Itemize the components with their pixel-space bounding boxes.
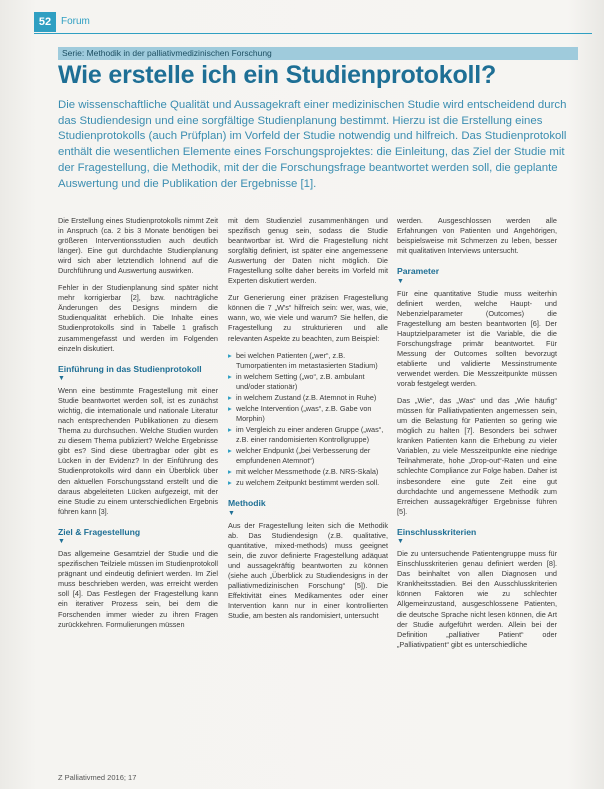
- paragraph: Die Erstellung eines Studienprotokolls nimmt Zeit in Anspruch (ca. 2 bis 3 Monate benötigen bei größeren Interventionsstudien auch deutlich länger). Eine gut durchdachte Studienplanung wird sich aber letztendlich lohnend auf die Durchführung und Auswertung auswirken.: [58, 216, 218, 276]
- header-rule: [34, 33, 592, 34]
- list-item: ▸ in welchem Setting („wo“, z.B. ambulant und/oder stationär): [228, 372, 388, 392]
- article-title: Wie erstelle ich ein Studienprotokoll?: [58, 61, 497, 89]
- paragraph: mit dem Studienziel zusammenhängen und spezifisch genug sein, sodass die Studie beantwortbar ist. Wird die Fragestellung nicht sorgfältig definiert, ist später eine angemessene Auswertung der Daten nicht möglich. Die Fragestellung sollte daher bereits im Vorfeld mit Experten diskutiert werden.: [228, 216, 388, 286]
- section-heading: Parameter: [397, 266, 440, 277]
- section-heading: Einführung in das Studienprotokoll: [58, 363, 202, 374]
- paragraph: werden. Ausgeschlossen werden alle Erfahrungen von Patienten und Angehörigen, beispielsweise mit Schmerzen zu leben, besser mit qualitativen Interviews untersucht.: [397, 216, 557, 256]
- heading-marker-icon: ▼: [58, 538, 65, 546]
- text-column-2: [228, 216, 388, 628]
- list-item: ▸ mit welcher Messmethode (z.B. NRS-Skala): [228, 467, 388, 477]
- text-column-1: [58, 216, 218, 637]
- paragraph: Zur Generierung einer präzisen Fragestellung können die 7 „W's“ hilfreich sein: wer, was, wie, wann, wo, wie viele und warum? Sie helfen, die Fragestellung zu strukturieren und alle relevanten Aspekte zu beachten, zum Beispiel:: [228, 293, 388, 343]
- bullet-list: [228, 351, 388, 489]
- paragraph: Aus der Fragestellung leiten sich die Methodik ab. Das Studiendesign (z.B. qualitative, quantitative, mixed-methods) muss geeignet sein, die zuvor definierte Fragestellung adäquat und aussagekräftig beantworten zu können (siehe auch „Überblick zu Studiendesigns in der palliativmedizinischen Forschung“ [5]). Die Effektivität eines Medikamentes oder einer Intervention kann nur in einer kontrollierten Studie, am besten als randomisiert, untersucht: [228, 520, 388, 621]
- section-heading: Methodik: [228, 498, 266, 509]
- heading-marker-icon: ▼: [228, 509, 235, 517]
- series-banner: Serie: Methodik in der palliativmedizinischen Forschung: [58, 47, 578, 60]
- section-rubric: Forum: [61, 16, 90, 27]
- page-number: 52: [34, 12, 56, 32]
- list-item: ▸ in welchem Zustand (z.B. Atemnot in Ruhe): [228, 393, 388, 403]
- list-item: ▸ zu welchem Zeitpunkt bestimmt werden soll.: [228, 478, 388, 488]
- heading-marker-icon: ▼: [58, 375, 65, 383]
- paragraph: Die zu untersuchende Patientengruppe muss für Einschlusskriterien genau definiert werden [8]. Das beinhaltet von allen Diagnosen und Krankheitsstadien. Bei den Ausschlusskriterien können Faktoren wie zu schlechter Allgemeinzustand, ausgeschlossene Patienten, die deutsche Sprache nicht lesen können, die Art der Studie aufgeführt werden. Allein bei der Definition „palliativer Patient“ oder „Palliativpatient“ gibt es unterschiedliche: [397, 549, 557, 649]
- list-item: ▸ im Vergleich zu einer anderen Gruppe („was“, z.B. einer randomisierten Kontrollgruppe): [228, 425, 388, 445]
- paragraph: Das „Wie“, das „Was“ und das „Wie häufig“ müssen für Palliativpatienten angemessen sein, um die Belastung für Patienten so gering wie möglich zu halten [7]. Besonders bei schwer kranken Patienten kann die Erhebung zu vieler Variablen, zu viele Messzeitpunkte eine niedrige Teilnahmerate, hohe „Drop-out“-Raten und eine schlechte Compliance zur Folge haben. Daher ist insbesondere eine gute Zeit eine gut durchdachte und angemessene Methodik zum Erreichen aussagekräftiger Ergebnisse führen [5].: [397, 396, 557, 516]
- page-footer: Z Palliativmed 2016; 17: [58, 773, 137, 782]
- article-lead: Die wissenschaftliche Qualität und Aussagekraft einer medizinischen Studie wird entscheidend durch das Studiendesign und eine sorgfältige Studienplanung bestimmt. Hierzu ist die Erstellung eines Studienprotokolls (auch Prüfplan) im Vorfeld der Studie notwendig und hilfreich. Das Studienprotokoll enthält die wesentlichen Elemente eines Forschungsprojektes: die Einleitung, das Ziel der Studie mit der Fragestellung, die Methodik, mit der die Forschungsfrage beantwortet werden soll, die geplante Auswertung und die Publikation der Ergebnisse [1].: [58, 99, 567, 190]
- heading-marker-icon: ▼: [397, 277, 404, 285]
- paragraph: Für eine quantitative Studie muss weiterhin definiert werden, welche Haupt- und Nebenzielparameter (Outcomes) die Fragestellung am besten beantworten [6]. Der Hauptzielparameter ist die Variable, die die Forschungsfrage primär beantwortet. Für Messung der Outcomes sollten bevorzugt etablierte und validierte Messinstrumente verwendet werden. Die Messzeitpunkte müssen vorab festgelegt werden.: [397, 288, 557, 389]
- text-column-3: [397, 216, 557, 657]
- list-item: ▸ welcher Endpunkt („bei Verbesserung der empfundenen Atemnot“): [228, 446, 388, 466]
- section-heading: Ziel & Fragestellung: [58, 526, 141, 537]
- heading-marker-icon: ▼: [397, 538, 404, 546]
- paragraph: Fehler in der Studienplanung sind später nicht mehr korrigierbar [2], bzw. nachträgliche Änderungen des Designs mindern die Studienqualität erheblich. Die Inhalte eines Studienprotokolls sind in Tabelle 1 grafisch zusammengefasst und werden im Folgenden einzeln diskutiert.: [58, 283, 218, 353]
- paragraph: Wenn eine bestimmte Fragestellung mit einer Studie beantwortet werden soll, ist es zunächst wichtig, die internationale und nationale Literatur nach entsprechenden Publikationen zu diesem Thema zu durchsuchen. Welche Studien wurden zu diesem Thema publiziert? Welche Ergebnisse gibt es? Sind diese übertragbar oder gibt es Lücken in der Evidenz? In der Einführung des Studienprotokolls wird dann ein Überblick über den aktuellen Forschungsstand erstellt und die daraus abgeleiteten Lücken aufgezeigt, mit der eine Studie zu einem unterschiedlichen Ergebnis führen kann [3].: [58, 386, 218, 516]
- list-item: ▸ welche Intervention („was“, z.B. Gabe von Morphin): [228, 404, 388, 424]
- paragraph: Das allgemeine Gesamtziel der Studie und die spezifischen Teilziele müssen im Studienprotokoll prägnant und eindeutig definiert werden. Im Ziel muss beschrieben werden, was erreicht werden soll [4]. Das Festlegen der Fragestellung kann ein iterativer Prozess sein, bei dem die Forschenden immer wieder zu ihren Fragen zurückkehren. Formulierungen müssen: [58, 549, 218, 629]
- list-item: ▸ bei welchen Patienten („wer“, z.B. Tumorpatienten im metastasierten Stadium): [228, 351, 388, 371]
- section-heading: Einschlusskriterien: [397, 526, 477, 537]
